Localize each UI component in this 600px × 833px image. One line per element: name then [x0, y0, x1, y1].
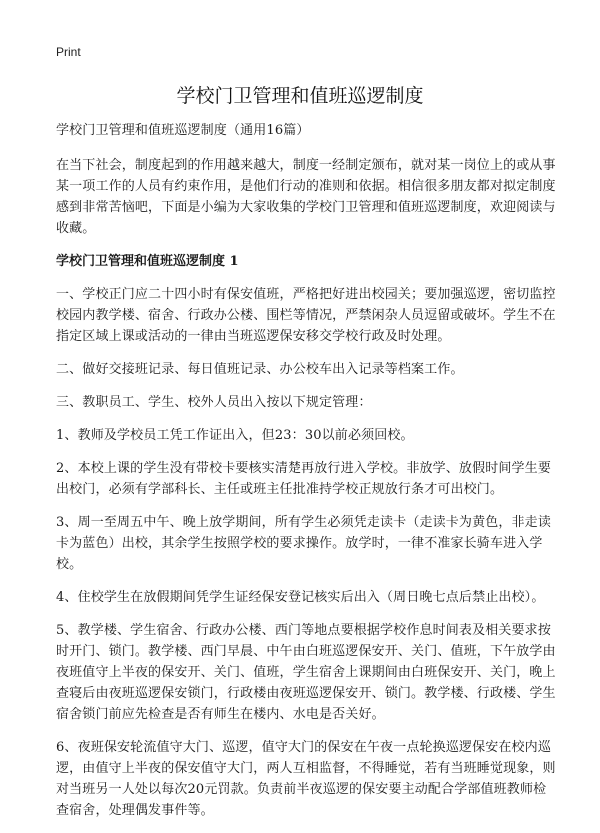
paragraph-1: 一、学校正门应二十四小时有保安值班，严格把好进出校园关；要加强巡逻，密切监控校园内教学楼、宿舍、行政办公楼、围栏等情况，严禁闲杂人员逗留或破坏。学生不在指定区域上课或活动的一律由当班巡逻保安移交学校行政及时处理。	[56, 287, 556, 344]
paragraph-2: 二、做好交接班记录、每日值班记录、办公校车出入记录等档案工作。	[56, 362, 464, 377]
document-body	[56, 120, 556, 833]
document-subtitle: 学校门卫管理和值班巡逻制度（通用16篇）	[56, 123, 310, 138]
paragraph-7: 4、住校学生在放假期间凭学生证经保安登记核实后出入（周日晚七点后禁止出校）。	[56, 590, 545, 605]
paragraph-4: 1、教师及学校员工凭工作证出入，但23：30以前必须回校。	[56, 428, 414, 443]
section-heading: 学校门卫管理和值班巡逻制度 1	[56, 254, 239, 269]
intro-paragraph: 在当下社会，制度起到的作用越来越大，制度一经制定颁布，就对某一岗位上的或从事某一项工作的人员有约束作用，是他们行动的准则和依据。相信很多朋友都对拟定制度感到非常苦恼吧，下面是小编为大家收集的学校门卫管理和值班巡逻制度，欢迎阅读与收藏。	[56, 158, 556, 236]
paragraph-8: 5、教学楼、学生宿舍、行政办公楼、西门等地点要根据学校作息时间表及相关要求按时开门、锁门。教学楼、西门早晨、中午由白班巡逻保安开、关门、值班，下午放学由夜班值守上半夜的保安开、关门、值班，学生宿舍上课期间由白班保安开、关门，晚上查寝后由夜班巡逻保安锁门，行政楼由夜班巡逻保安开、锁门。教学楼、行政楼、学生宿舍锁门前应先检查是否有师生在楼内、水电是否关好。	[56, 623, 556, 722]
print-label: Print	[56, 45, 81, 59]
paragraph-3: 三、教职员工、学生、校外人员出入按以下规定管理：	[56, 395, 372, 410]
page-title: 学校门卫管理和值班巡逻制度	[176, 85, 424, 107]
paragraph-9: 6、夜班保安轮流值守大门、巡逻，值守大门的保安在午夜一点轮换巡逻保安在校内巡逻，由值守上半夜的保安值守大门，两人互相监督，不得睡觉，若有当班睡觉现象，则对当班另一人处以每次20元罚款。负责前半夜巡逻的保安要主动配合学部值班教师检查宿舍，处理偶发事件等。	[56, 740, 556, 818]
paragraph-6: 3、周一至周五中午、晚上放学期间，所有学生必须凭走读卡（走读卡为黄色，非走读卡为蓝色）出校，其余学生按照学校的要求操作。放学时，一律不准家长骑车进入学校。	[56, 515, 551, 572]
paragraph-5: 2、本校上课的学生没有带校卡要核实清楚再放行进入学校。非放学、放假时间学生要出校门，必须有学部科长、主任或班主任批准持学校正规放行条才可出校门。	[56, 461, 551, 497]
